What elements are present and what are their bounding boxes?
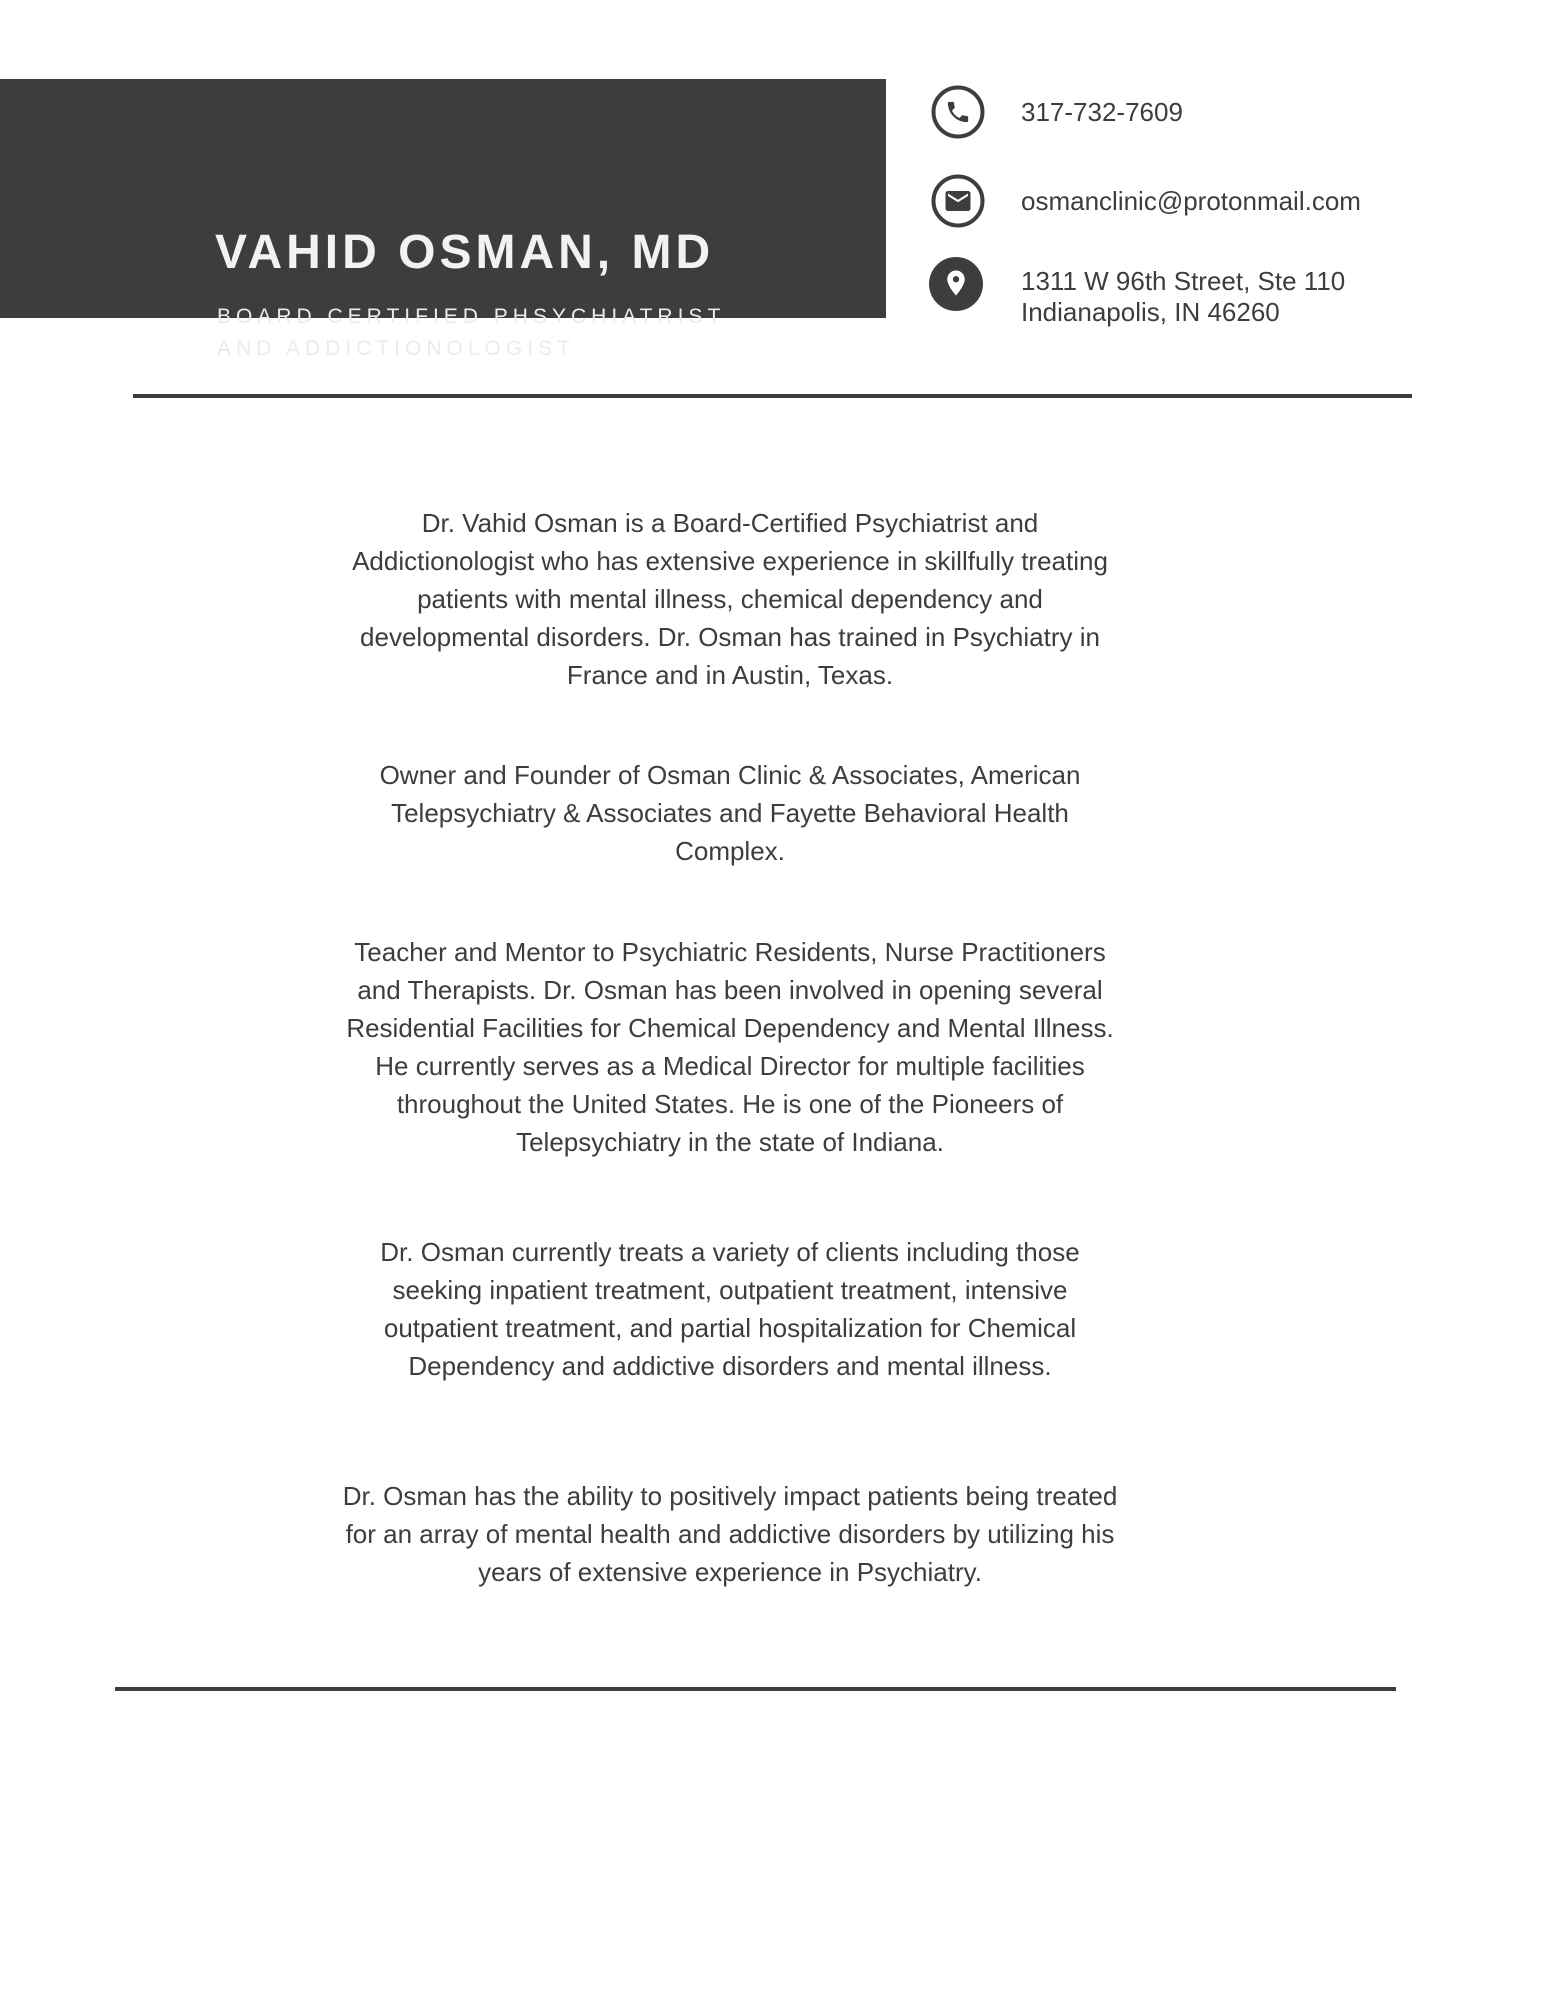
bio-paragraph-4: Dr. Osman currently treats a variety of clients including those seeking inpatient treatment, outpatient treatment, intensive outpatient treatment, and partial hospitalization for Chemical Dependency and addictive disorders and mental illness.: [380, 1237, 1080, 1381]
header-block: [0, 79, 886, 360]
mailing-address: [1021, 266, 1345, 328]
bio-paragraph-1: Dr. Vahid Osman is a Board-Certified Psychiatrist and Addictionologist who has extensive experience in skillfully treating patients with mental illness, chemical dependency and developmental disorders. Dr. Osman has trained in Psychiatry in France and in Austin, Texas.: [352, 508, 1108, 690]
phone-icon: [931, 85, 985, 139]
doctor-credentials: [217, 301, 725, 365]
address-line-2: Indianapolis, IN 46260: [1021, 297, 1280, 327]
bio-paragraph-2: Owner and Founder of Osman Clinic & Associates, American Telepsychiatry & Associates and Fayette Behavioral Health Complex.: [379, 760, 1081, 866]
credentials-line-2: AND ADDICTIONOLOGIST: [217, 337, 575, 360]
email-icon: [931, 174, 985, 228]
email-address: osmanclinic@protonmail.com: [1021, 186, 1361, 216]
top-divider-line: [133, 394, 1412, 398]
bio-paragraph-5: Dr. Osman has the ability to positively impact patients being treated for an array of mental health and addictive disorders by utilizing his years of extensive experience in Psychiatry.: [342, 1481, 1118, 1587]
bottom-divider-line: [115, 1687, 1396, 1691]
address-line-1: 1311 W 96th Street, Ste 110: [1021, 266, 1346, 296]
phone-number: 317-732-7609: [1021, 97, 1183, 127]
location-pin-icon: [929, 257, 983, 311]
doctor-name: VAHID OSMAN, MD: [215, 226, 715, 279]
credentials-line-1: BOARD CERTIFIED PHSYCHIATRIST: [217, 305, 726, 328]
bio-paragraph-3: Teacher and Mentor to Psychiatric Residents, Nurse Practitioners and Therapists. Dr. Osman has been involved in opening several Residential Facilities for Chemical Dependency and Mental Illness. He currently serves as a Medical Director for multiple facilities throughout the United States. He is one of the Pioneers of Telepsychiatry in the state of Indiana.: [346, 937, 1114, 1157]
